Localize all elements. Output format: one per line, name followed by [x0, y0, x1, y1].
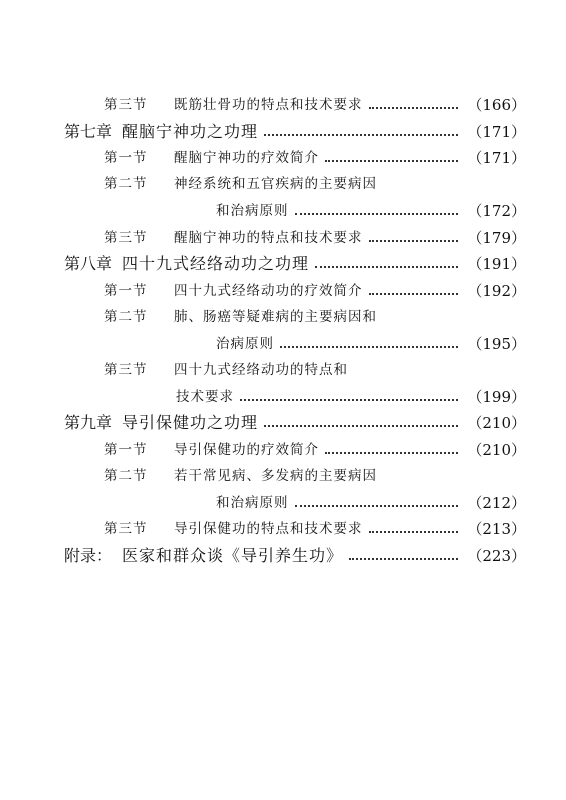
toc-entry-continuation: [216, 491, 526, 515]
entry-label: 第三节: [104, 362, 148, 378]
entry-label: 第一节: [104, 283, 148, 299]
toc-entry: [104, 358, 348, 382]
toc-entry-continuation: [216, 332, 526, 356]
dot-leader: [264, 425, 458, 427]
entry-label: 第八章: [64, 254, 113, 273]
toc-entry: [104, 93, 526, 117]
entry-page: （213）: [467, 520, 526, 538]
entry-page: （192）: [467, 282, 526, 300]
entry-label: 第三节: [104, 521, 148, 537]
toc-entry: [64, 252, 526, 276]
entry-label: 第三节: [104, 230, 148, 246]
toc-entry-continuation: [216, 199, 526, 223]
entry-page: （223）: [467, 547, 526, 565]
dot-leader: [349, 558, 458, 560]
toc-entry: [104, 464, 377, 488]
entry-title: 四十九式经络动功之功理: [122, 254, 310, 273]
entry-title: 导引保健功之功理: [122, 413, 259, 432]
dot-leader: [369, 531, 459, 533]
dot-leader: [295, 505, 459, 507]
dot-leader: [264, 134, 458, 136]
entry-title: 神经系统和五官疾病的主要病因: [174, 176, 377, 192]
entry-title: 医家和群众谈《导引养生功》: [122, 546, 344, 565]
dot-leader: [295, 213, 459, 215]
entry-label: 第三节: [104, 97, 148, 113]
entry-title: 醒脑宁神功的疗效简介: [174, 150, 319, 166]
toc-entry: [104, 146, 526, 170]
entry-label: 第一节: [104, 150, 148, 166]
entry-title: 治病原则: [216, 336, 274, 352]
toc-entry: [104, 279, 526, 303]
entry-title: 既筋壮骨功的特点和技术要求: [174, 97, 363, 113]
entry-title: 和治病原则: [216, 495, 289, 511]
dot-leader: [369, 240, 459, 242]
toc-entry: [104, 517, 526, 541]
entry-page: （199）: [467, 388, 526, 406]
entry-title: 导引保健功的特点和技术要求: [174, 521, 363, 537]
entry-page: （179）: [467, 229, 526, 247]
dot-leader: [240, 399, 458, 401]
entry-page: （191）: [467, 255, 526, 273]
entry-page: （210）: [467, 441, 526, 459]
toc-entry: [104, 438, 526, 462]
entry-title: 技术要求: [176, 389, 234, 405]
entry-title: 醒脑宁神功的特点和技术要求: [174, 230, 363, 246]
entry-page: （210）: [467, 414, 526, 432]
entry-title: 肺、肠癌等疑难病的主要病因和: [174, 309, 377, 325]
entry-label: 第七章: [64, 122, 113, 141]
entry-label: 第九章: [64, 413, 113, 432]
entry-page: （171）: [467, 123, 526, 141]
dot-leader: [325, 160, 458, 162]
dot-leader: [315, 266, 458, 268]
dot-leader: [325, 452, 458, 454]
toc-entry: [104, 226, 526, 250]
entry-page: （166）: [467, 96, 526, 114]
dot-leader: [280, 346, 458, 348]
entry-title: 醒脑宁神功之功理: [122, 122, 259, 141]
entry-title: 若干常见病、多发病的主要病因: [174, 468, 377, 484]
toc-entry-continuation: [176, 385, 526, 409]
toc-entry: [104, 172, 377, 196]
toc-entry: [104, 305, 377, 329]
entry-label: 第一节: [104, 442, 148, 458]
entry-label: 第二节: [104, 468, 148, 484]
toc-entry: [64, 411, 526, 435]
dot-leader: [369, 107, 459, 109]
toc-entry: [64, 544, 526, 568]
entry-label: 附录：: [64, 546, 113, 565]
entry-label: 第二节: [104, 309, 148, 325]
entry-page: （212）: [467, 494, 526, 512]
entry-title: 和治病原则: [216, 203, 289, 219]
entry-page: （172）: [467, 202, 526, 220]
entry-title: 四十九式经络动功的特点和: [174, 362, 348, 378]
entry-title: 导引保健功的疗效简介: [174, 442, 319, 458]
entry-title: 四十九式经络动功的疗效简介: [174, 283, 363, 299]
toc-entry: [64, 120, 526, 144]
dot-leader: [369, 293, 459, 295]
entry-page: （171）: [467, 149, 526, 167]
entry-page: （195）: [467, 335, 526, 353]
entry-label: 第二节: [104, 176, 148, 192]
